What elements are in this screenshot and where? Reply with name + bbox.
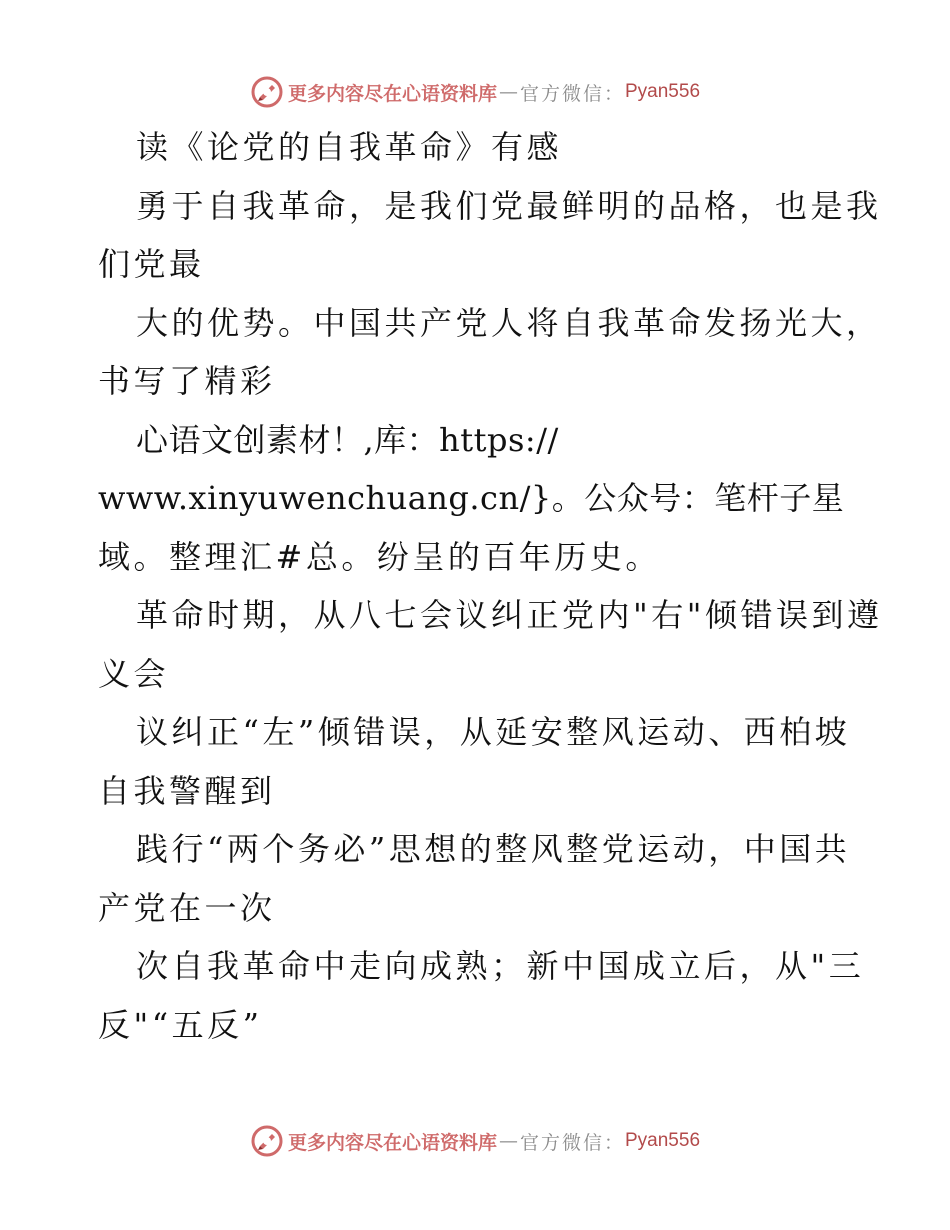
text-line: 书写了精彩 [98,362,276,400]
text-line: 域。整理汇#总。纷呈的百年历史。 [98,537,661,576]
brand-logo-icon [250,75,284,109]
text-line: 反"“五反” [98,1005,263,1044]
document-body [98,118,883,1054]
watermark-separator: — [498,81,518,103]
text-line: 义会 [98,654,170,693]
watermark-text: 更多内容尽在心语资料库 [287,82,497,105]
watermark-text: 更多内容尽在心语资料库 [287,1131,497,1154]
watermark-wechat-id: Pyan556 [625,1130,701,1151]
text-line: 自我警醒到 [98,771,276,810]
brand-logo-icon [250,1124,284,1158]
watermark-separator: — [498,1130,518,1152]
text-line: 勇于自我革命，是我们党最鲜明的品格，也是我 [136,186,882,225]
text-line: 产党在一次 [98,888,276,927]
watermark-wechat-id: Pyan556 [625,81,701,102]
text-line: 们党最 [98,245,205,283]
header-watermark [0,72,950,112]
document-title: 读《论党的自我革命》有感 [136,128,563,166]
text-line: 大的优势。中国共产党人将自我革命发扬光大， [136,303,882,342]
text-line: www.xinyuwenchuang.cn/}。公众号：笔杆子星 [98,479,845,517]
text-line: 心语文创素材！,库：https:// [136,420,559,459]
text-line: 践行“两个务必”思想的整风整党运动，中国共 [136,830,851,868]
text-line: 革命时期，从八七会议纠正党内"右"倾错误到遵 [136,596,883,634]
footer-watermark [0,1121,950,1161]
text-line: 议纠正“左”倾错误，从延安整风运动、西柏坡 [136,713,851,751]
text-line: 次自我革命中走向成熟；新中国成立后，从"三 [136,947,865,985]
watermark-official-label: 官方微信： [519,1131,625,1154]
watermark-official-label: 官方微信： [519,82,625,105]
